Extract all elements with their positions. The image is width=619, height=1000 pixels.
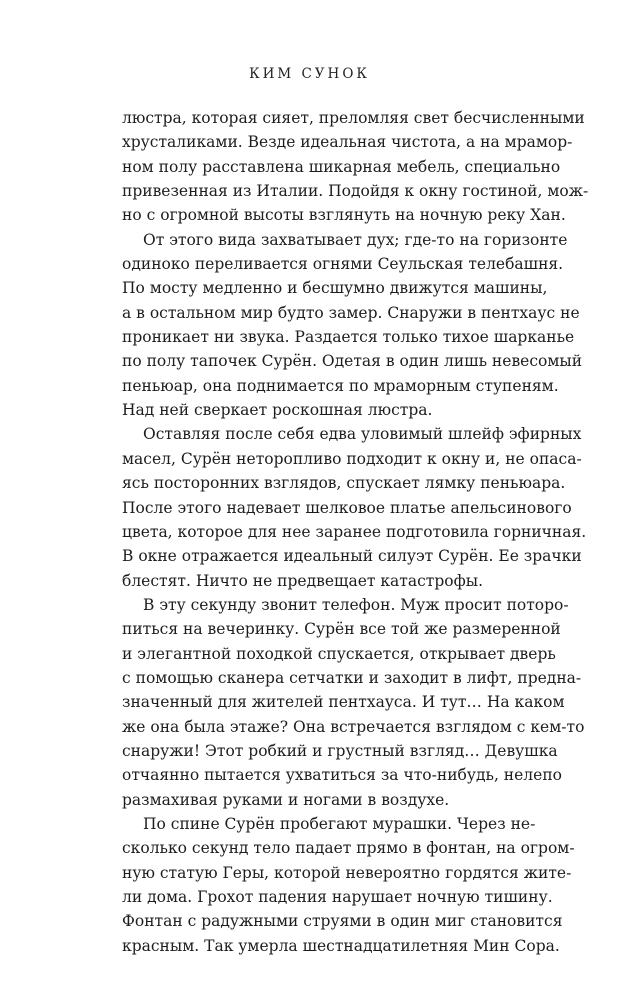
text-line: одиноко переливается огнями Сеульская телебашня. — [122, 255, 564, 274]
text-line: блестят. Ничто не предвещает катастрофы. — [122, 571, 484, 590]
text-line: проникает ни звука. Раздается только тихое шарканье — [122, 328, 575, 347]
text-line: Оставляя после себя едва уловимый шлейф эфирных — [143, 425, 582, 444]
running-head-author: КИМ СУНОК — [249, 66, 370, 82]
text-line: ном полу расставлена шикарная мебель, специально — [122, 157, 561, 176]
text-line: люстра, которая сияет, преломляя свет бесчисленными — [122, 109, 585, 127]
text-line: значенный для жителей пентхауса. И тут… На каком — [122, 693, 565, 712]
text-line: же она была этаже? Она встречается взглядом с кем-то — [122, 717, 585, 736]
text-line: снаружи! Этот робкий и грустный взгляд… Девушка — [122, 741, 558, 760]
text-line: ную статую Геры, которой невероятно гордятся жите- — [122, 863, 572, 882]
text-line: а в остальном мир будто замер. Снаружи в пентхаус не — [122, 303, 580, 322]
text-line: цвета, которое для нее заранее подготовила горничная. — [122, 522, 587, 541]
text-line: с помощью сканера сетчатки и заходит в лифт, предна- — [122, 668, 582, 687]
text-line: привезенная из Италии. Подойдя к окну гостиной, мож- — [122, 182, 589, 201]
text-line: но с огромной высоты взглянуть на ночную реку Хан. — [122, 206, 566, 225]
text-line: по полу тапочек Сурён. Одетая в один лишь невесомый — [122, 352, 583, 371]
text-line: сколько секунд тело падает прямо в фонтан, на огром- — [122, 839, 575, 858]
text-line: отчаянно пытается ухватиться за что-нибудь, нелепо — [122, 766, 562, 785]
text-line: масел, Сурён неторопливо подходит к окну и, не опаса- — [122, 449, 582, 468]
text-line: В окне отражается идеальный силуэт Сурён. Ее зрачки — [122, 547, 582, 566]
text-line: пеньюар, она поднимается по мраморным ступеням. — [122, 376, 559, 395]
text-line: После этого надевает шелковое платье апельсинового — [122, 498, 572, 517]
body-text — [122, 106, 589, 958]
text-line: По спине Сурён пробегают мурашки. Через не- — [143, 814, 536, 833]
text-line: Фонтан с радужными струями в один миг становится — [122, 912, 563, 931]
text-line: ли дома. Грохот падения нарушает ночную тишину. — [122, 888, 553, 906]
text-line: ясь посторонних взглядов, спускает лямку пеньюара. — [122, 474, 566, 493]
text-line: размахивая руками и ногами в воздухе. — [122, 790, 450, 809]
text-line: По мосту медленно и бесшумно движутся машины, — [122, 279, 548, 298]
text-line: В эту секунду звонит телефон. Муж просит потoро- — [143, 595, 569, 614]
text-line: питься на вечеринку. Сурён все той же размеренной — [122, 620, 561, 639]
text-line: и элегантной походкой спускается, открывает дверь — [122, 644, 556, 663]
text-line: От этого вида захватывает дух; где-то на горизонте — [143, 230, 568, 249]
text-line: красным. Так умерла шестнадцатилетняя Мин Сора. — [122, 936, 560, 955]
text-line: Над ней сверкает роскошная люстра. — [122, 401, 433, 420]
text-line: хрусталиками. Везде идеальная чистота, а на мрамор- — [122, 133, 573, 152]
